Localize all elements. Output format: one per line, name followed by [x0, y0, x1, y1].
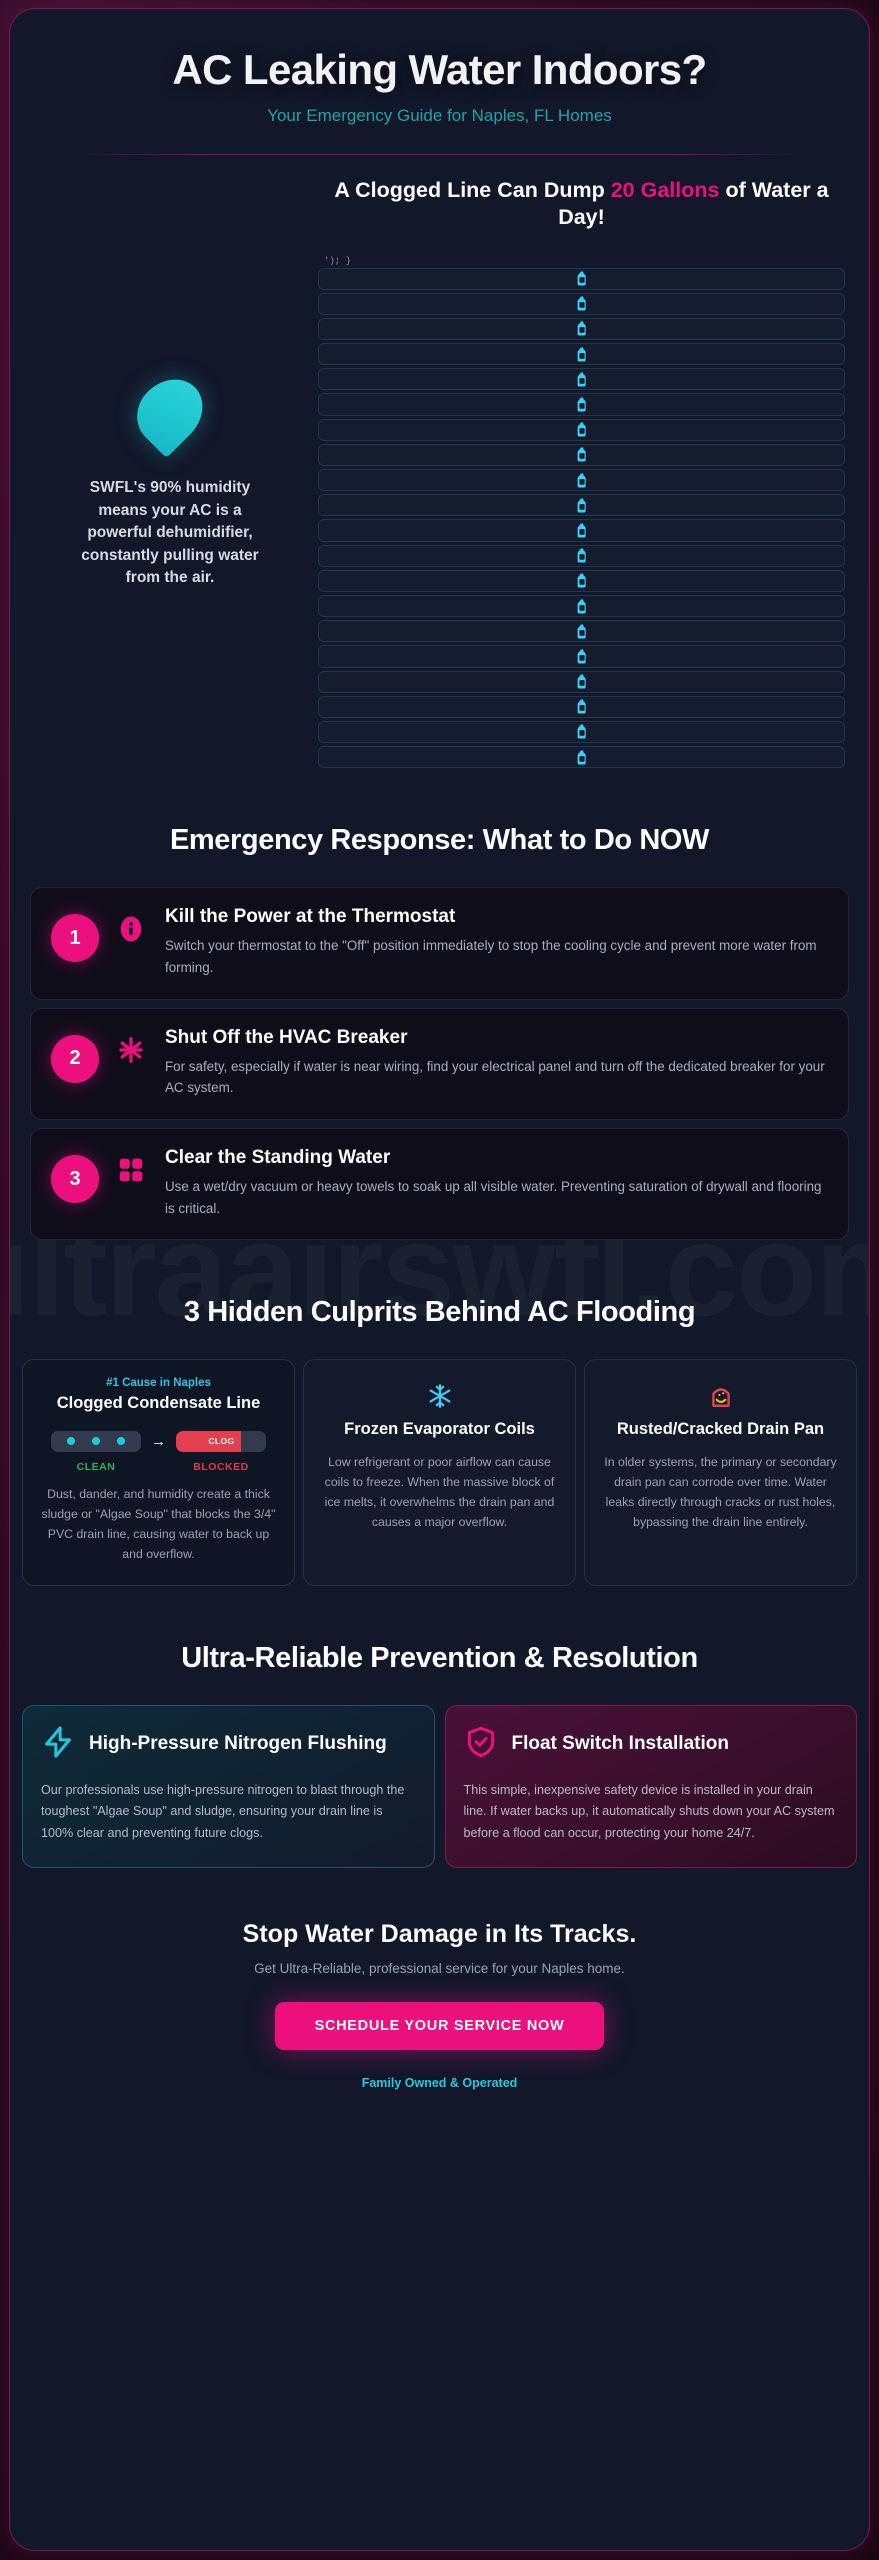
culprit-tag: #1 Cause in Naples — [106, 1377, 211, 1390]
water-bucket-icon — [576, 397, 588, 412]
emergency-step — [30, 1128, 849, 1240]
water-bucket-icon — [576, 321, 588, 336]
prevention-card — [445, 1705, 858, 1868]
culprit-card-list — [20, 1359, 859, 1585]
asterisk-burst-icon — [99, 1035, 163, 1065]
emergency-section — [10, 768, 869, 1240]
prevention-card-description: This simple, inexpensive safety device is installed in your drain line. If water backs up, it automatically shuts down your AC system before a flood can occur, protecting your home 24/7. — [463, 1782, 835, 1840]
cta-heading: Stop Water Damage in Its Tracks. — [242, 1919, 637, 1948]
bucket-row — [318, 519, 845, 541]
water-bucket-icon — [576, 498, 588, 513]
bucket-row — [318, 494, 845, 516]
bucket-row — [318, 671, 845, 693]
water-bucket-icon — [576, 724, 588, 739]
culprit-title: Clogged Condensate Line — [56, 1394, 261, 1413]
water-bucket-icon — [576, 548, 588, 563]
clean-label: CLEAN — [76, 1460, 116, 1473]
gallons-headline-pre: A Clogged Line Can Dump — [334, 178, 611, 203]
gallons-headline-post: of Water a Day! — [558, 178, 829, 230]
culprit-card — [584, 1359, 857, 1585]
prevention-card-header — [41, 1725, 416, 1764]
prevention-card-title: Float Switch Installation — [511, 1732, 729, 1754]
shield-check-icon — [464, 1725, 498, 1764]
bucket-row — [318, 419, 845, 441]
info-circle-icon — [99, 914, 163, 944]
water-bucket-icon — [576, 599, 588, 614]
water-bucket-icon — [576, 422, 588, 437]
hero-subtitle: Your Emergency Guide for Naples, FL Homes — [267, 106, 612, 126]
bucket-row — [318, 696, 845, 718]
water-bucket-icon — [576, 347, 588, 362]
gallons-headline-highlight: 20 Gallons — [610, 178, 720, 203]
gallons-headline — [318, 177, 845, 231]
water-bucket-icon — [576, 296, 588, 311]
cta-subtext: Get Ultra-Reliable, professional service for your Naples home. — [254, 1960, 625, 1976]
bucket-row — [318, 570, 845, 592]
pipe-labels — [39, 1461, 278, 1473]
humidity-note: SWFL's 90% humidity means your AC is a powerful dehumidifier, constantly pulling water from the air. — [81, 479, 259, 587]
bucket-row — [318, 620, 845, 642]
water-bucket-icon — [576, 750, 588, 765]
prevention-card — [22, 1705, 435, 1868]
culprit-description: Dust, dander, and humidity create a thick sludge or "Algae Soup" that blocks the 3/4" PVC drain line, causing water to back up and overflow. — [41, 1486, 276, 1561]
schedule-service-button[interactable]: SCHEDULE YOUR SERVICE NOW — [275, 2002, 605, 2050]
water-bucket-icon — [576, 372, 588, 387]
culprit-card — [303, 1359, 576, 1585]
prevention-heading: Ultra-Reliable Prevention & Resolution — [181, 1641, 698, 1674]
bucket-row — [318, 318, 845, 340]
water-bucket-icon — [576, 523, 588, 538]
prevention-card-list — [20, 1705, 859, 1868]
water-bucket-icon — [576, 624, 588, 639]
prevention-section — [10, 1586, 869, 1868]
emergency-heading: Emergency Response: What to Do NOW — [169, 824, 710, 857]
culprit-title: Rusted/Cracked Drain Pan — [616, 1420, 825, 1439]
step-description: For safety, especially if water is near wiring, find your electrical panel and turn off the dedicated breaker for your AC system. — [165, 1058, 825, 1096]
family-owned-note: Family Owned & Operated — [361, 2075, 518, 2090]
culprits-heading: 3 Hidden Culprits Behind AC Flooding — [183, 1296, 696, 1329]
water-bucket-icon — [576, 674, 588, 689]
infographic-frame — [9, 8, 870, 2551]
step-title: Clear the Standing Water — [165, 1147, 391, 1169]
water-bucket-icon — [576, 473, 588, 488]
bucket-row — [318, 645, 845, 667]
step-description: Switch your thermostat to the "Off" position immediately to stop the cooling cycle and prevent more water from forming. — [165, 938, 817, 975]
water-droplet-icon — [124, 366, 216, 458]
code-artifact-text: '); } — [324, 255, 352, 266]
step-number-badge: 3 — [51, 1155, 99, 1203]
blocked-label: BLOCKED — [193, 1460, 249, 1473]
emergency-step — [30, 887, 849, 999]
flow-dot — [92, 1437, 100, 1445]
humidity-callout — [22, 177, 318, 768]
pipe-comparison-diagram — [39, 1431, 278, 1452]
lightning-bolt-icon — [41, 1725, 75, 1764]
culprit-title: Frozen Evaporator Coils — [344, 1420, 535, 1439]
prevention-card-description: Our professionals use high-pressure nitrogen to blast through the toughest "Algae Soup" and sludge, ensuring your drain line is 100% clear and preventing future clogs. — [41, 1782, 405, 1840]
water-bucket-icon — [576, 699, 588, 714]
water-bucket-icon — [576, 271, 588, 286]
step-description: Use a wet/dry vacuum or heavy towels to soak up all visible water. Preventing saturation of drywall and flooring is critical. — [165, 1179, 822, 1216]
bucket-row — [318, 721, 845, 743]
bucket-row — [318, 545, 845, 567]
step-title: Kill the Power at the Thermostat — [165, 906, 456, 928]
bucket-row — [318, 293, 845, 315]
step-title: Shut Off the HVAC Breaker — [165, 1026, 408, 1048]
water-bucket-icon — [576, 447, 588, 462]
culprit-description: In older systems, the primary or secondary drain pan can corrode over time. Water leaks directly through cracks or rust holes, bypassing the drain line entirely. — [604, 1454, 837, 1529]
culprit-description: Low refrigerant or poor airflow can cause coils to freeze. When the massive block of ice melts, it overwhelms the drain pan and causes a major overflow. — [324, 1454, 555, 1529]
bucket-grid — [318, 268, 845, 769]
step-body — [163, 1027, 828, 1099]
step-body — [163, 1147, 828, 1219]
bucket-row — [318, 444, 845, 466]
step-number-badge: 1 — [51, 914, 99, 962]
culprits-section — [10, 1240, 869, 1585]
flow-dot — [117, 1437, 125, 1445]
water-bucket-icon — [576, 573, 588, 588]
gallons-visualization — [10, 155, 869, 768]
page-title: AC Leaking Water Indoors? — [172, 46, 707, 93]
clean-pipe — [51, 1431, 141, 1452]
step-body — [163, 906, 828, 978]
cta-section — [10, 1868, 869, 2090]
blocked-pipe — [176, 1431, 266, 1452]
arrow-icon: → — [151, 1432, 166, 1450]
emergency-step — [30, 1008, 849, 1120]
flow-dot — [67, 1437, 75, 1445]
bucket-row — [318, 595, 845, 617]
prevention-card-header — [464, 1725, 839, 1764]
grid-squares-icon — [99, 1155, 163, 1185]
hero-section — [10, 9, 869, 155]
clog-fill — [176, 1431, 241, 1452]
emergency-steps-list — [30, 887, 849, 1240]
bucket-row — [318, 469, 845, 491]
bucket-row — [318, 368, 845, 390]
bucket-row — [318, 393, 845, 415]
bucket-row — [318, 268, 845, 290]
culprit-card — [22, 1359, 295, 1585]
clog-label: CLOG — [208, 1436, 235, 1447]
snowflake-icon — [320, 1377, 559, 1415]
bucket-row — [318, 343, 845, 365]
water-bucket-icon — [576, 649, 588, 664]
gallons-panel — [318, 177, 849, 768]
prevention-card-title: High-Pressure Nitrogen Flushing — [89, 1732, 387, 1754]
step-number-badge: 2 — [51, 1035, 99, 1083]
rusted-pan-icon — [601, 1377, 840, 1415]
bucket-row — [318, 746, 845, 768]
